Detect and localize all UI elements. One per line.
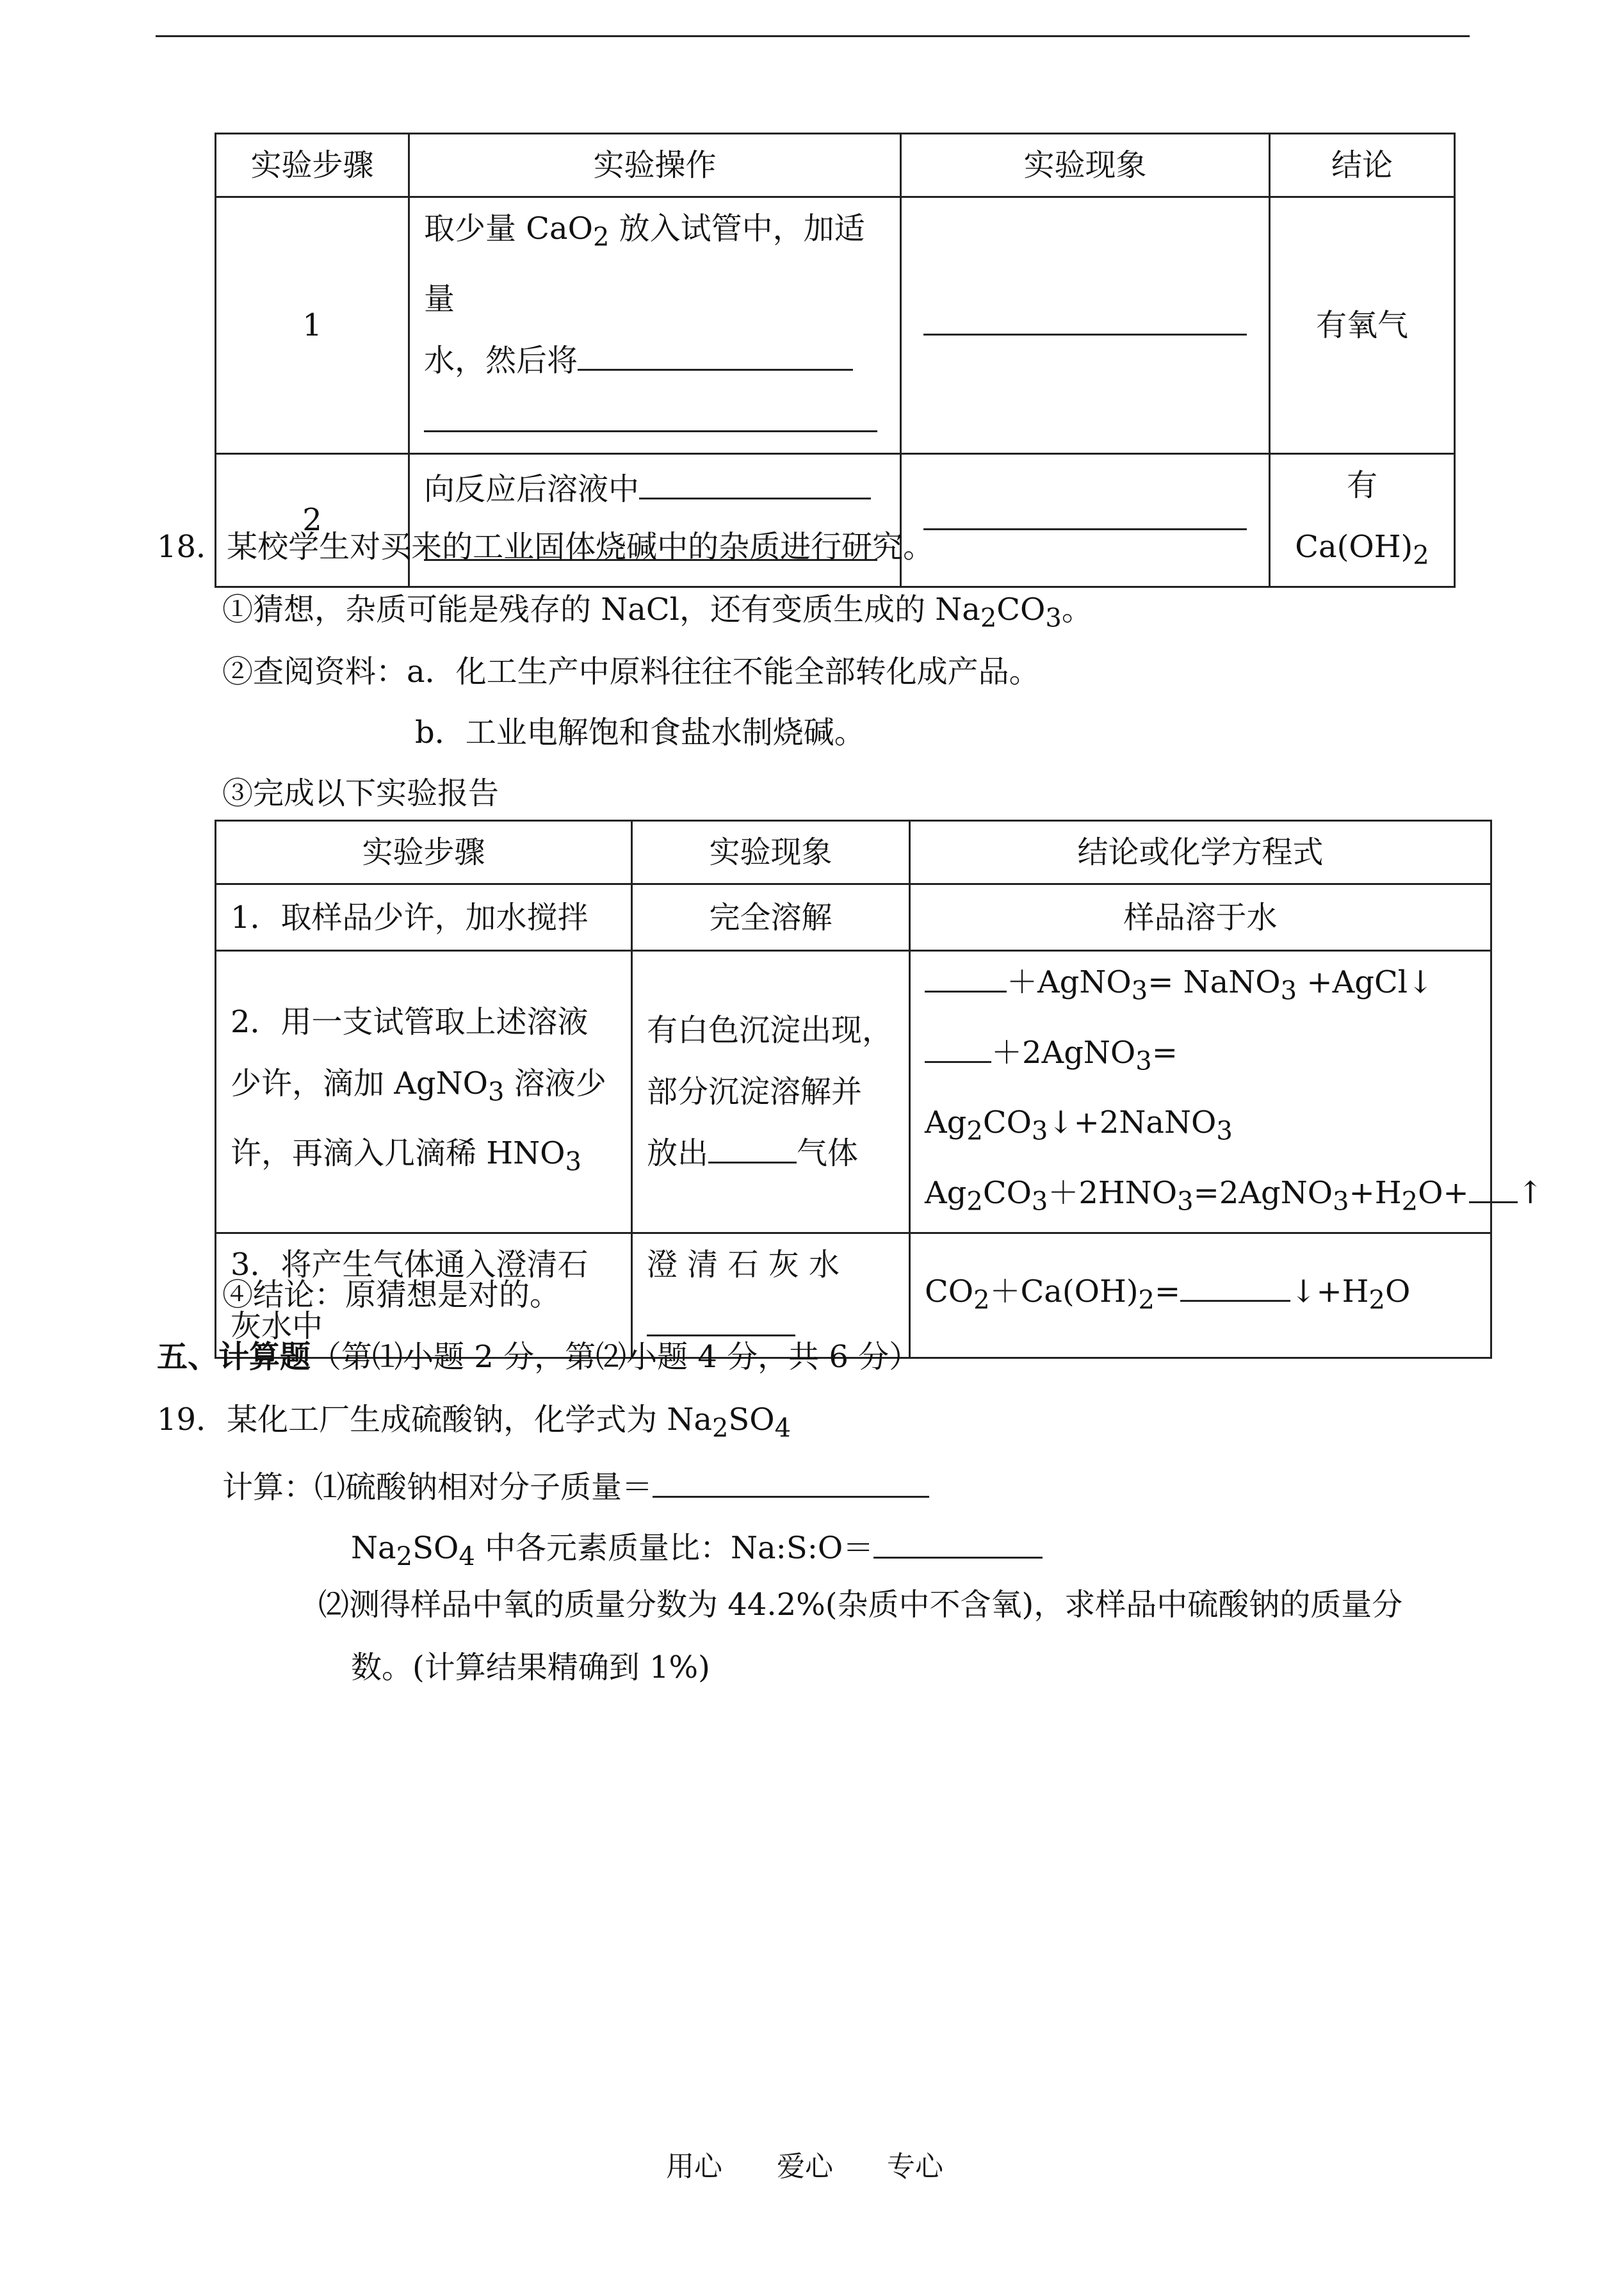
answer-blank[interactable]: [1180, 1270, 1290, 1302]
answer-blank[interactable]: [923, 304, 1247, 336]
section-title: 五、计算题: [157, 1339, 311, 1375]
answer-blank[interactable]: [653, 1466, 929, 1498]
footer-text-1: 用心: [666, 2150, 722, 2183]
header-cell: 结论: [1270, 134, 1455, 197]
phenomenon-cell: [901, 197, 1270, 454]
step-cell: 1．取样品少许，加水搅拌: [216, 884, 632, 951]
phenomenon-cell: 有白色沉淀出现， 部分沉淀溶解并 放出 气体: [632, 951, 910, 1233]
table-row: [216, 951, 1491, 1233]
header-cell: 结论或化学方程式: [910, 821, 1491, 884]
question-18-title: 18．某校学生对买来的工业固体烧碱中的杂质进行研究。: [157, 529, 934, 565]
answer-blank[interactable]: [639, 469, 871, 500]
q19-mass-ratio: $Na_2SO_4$ 中各元素质量比：Na:S:O＝: [351, 1527, 1043, 1569]
table-header-row: [216, 134, 1455, 197]
conclusion-cell: 有 $Ca(OH)_2$: [1270, 453, 1455, 587]
conclusion-cell: 有氧气: [1270, 197, 1455, 454]
question-19-title: 19．某化工厂生成硫酸钠，化学式为 $Na_2SO_4$: [157, 1402, 792, 1443]
answer-blank[interactable]: [647, 1306, 795, 1337]
experiment-table-1: [215, 133, 1456, 588]
step-cell: 2: [216, 453, 409, 587]
footer-text-3: 专心: [887, 2150, 943, 2183]
q18-conclusion: ④结论：原猜想是对的。: [222, 1277, 561, 1313]
phenomenon-cell: [901, 453, 1270, 587]
answer-blank[interactable]: [578, 339, 853, 371]
answer-blank[interactable]: [873, 1527, 1043, 1559]
q18-reference-a: ②查阅资料：a．化工生产中原料往往不能全部转化成产品。: [222, 654, 1040, 690]
equation-cell: $CO_2+Ca(OH)_2=$ $↓+H_2O$: [910, 1233, 1491, 1358]
equation-cell: ＋AgNO$_3$= NaNO$_3$ +AgCl↓ ＋2AgNO$_3$= $Ag_2CO_3↓+2NaNO_3$ $Ag_2CO_3+2HNO_3=2AgNO_3+H_2O+$ ↑: [910, 951, 1491, 1233]
q19-calc-1: 计算：⑴硫酸钠相对分子质量＝: [222, 1466, 929, 1503]
table-row: [216, 884, 1491, 951]
answer-blank[interactable]: [424, 401, 877, 432]
q19-calc-2-line-1: ⑵测得样品中氧的质量分数为 44.2%(杂质中不含氧)，求样品中硫酸钠的质量分: [318, 1587, 1403, 1623]
header-cell: 实验现象: [632, 821, 910, 884]
phenomenon-cell: 完全溶解: [632, 884, 910, 951]
step-cell: 1: [216, 197, 409, 454]
operation-cell: 向反应后溶液中: [409, 453, 901, 587]
operation-cell: 取少量 CaO$_2$ 放入试管中，加适量 水，然后将: [409, 197, 901, 454]
header-cell: 实验操作: [409, 134, 901, 197]
q19-calc-2-line-2: 数。(计算结果精确到 1%): [351, 1650, 710, 1685]
answer-blank[interactable]: [923, 499, 1247, 531]
table-row: [216, 197, 1455, 454]
header-cell: 实验步骤: [216, 821, 632, 884]
section-5-heading: [157, 1339, 920, 1375]
q18-guess: ①猜想，杂质可能是残存的 NaCl，还有变质生成的 $Na_2CO_3$。: [222, 592, 1092, 633]
header-cell: 实验现象: [901, 134, 1270, 197]
answer-blank[interactable]: [925, 961, 1007, 993]
answer-blank[interactable]: [1469, 1172, 1518, 1203]
table-row: [216, 453, 1455, 587]
footer-text-2: 爱心: [777, 2150, 833, 2183]
phenomenon-cell: 澄 清 石 灰 水: [632, 1233, 910, 1358]
answer-blank[interactable]: [925, 1032, 991, 1063]
header-cell: 实验步骤: [216, 134, 409, 197]
section-note: （第⑴小题 2 分，第⑵小题 4 分，共 6 分）: [311, 1339, 920, 1375]
q18-reference-b: b．工业电解饱和食盐水制烧碱。: [415, 715, 865, 750]
q18-report-heading: ③完成以下实验报告: [222, 775, 499, 811]
step-cell: 3．将产生气体通入澄清石 灰水中: [216, 1233, 632, 1358]
result-cell: 样品溶于水: [910, 884, 1491, 951]
table-header-row: [216, 821, 1491, 884]
step-cell: 2．用一支试管取上述溶液 少许，滴加 AgNO$_3$ 溶液少 许，再滴入几滴稀 $HNO_3$: [216, 951, 632, 1233]
answer-blank[interactable]: [708, 1133, 797, 1164]
header-rule: [156, 35, 1470, 37]
